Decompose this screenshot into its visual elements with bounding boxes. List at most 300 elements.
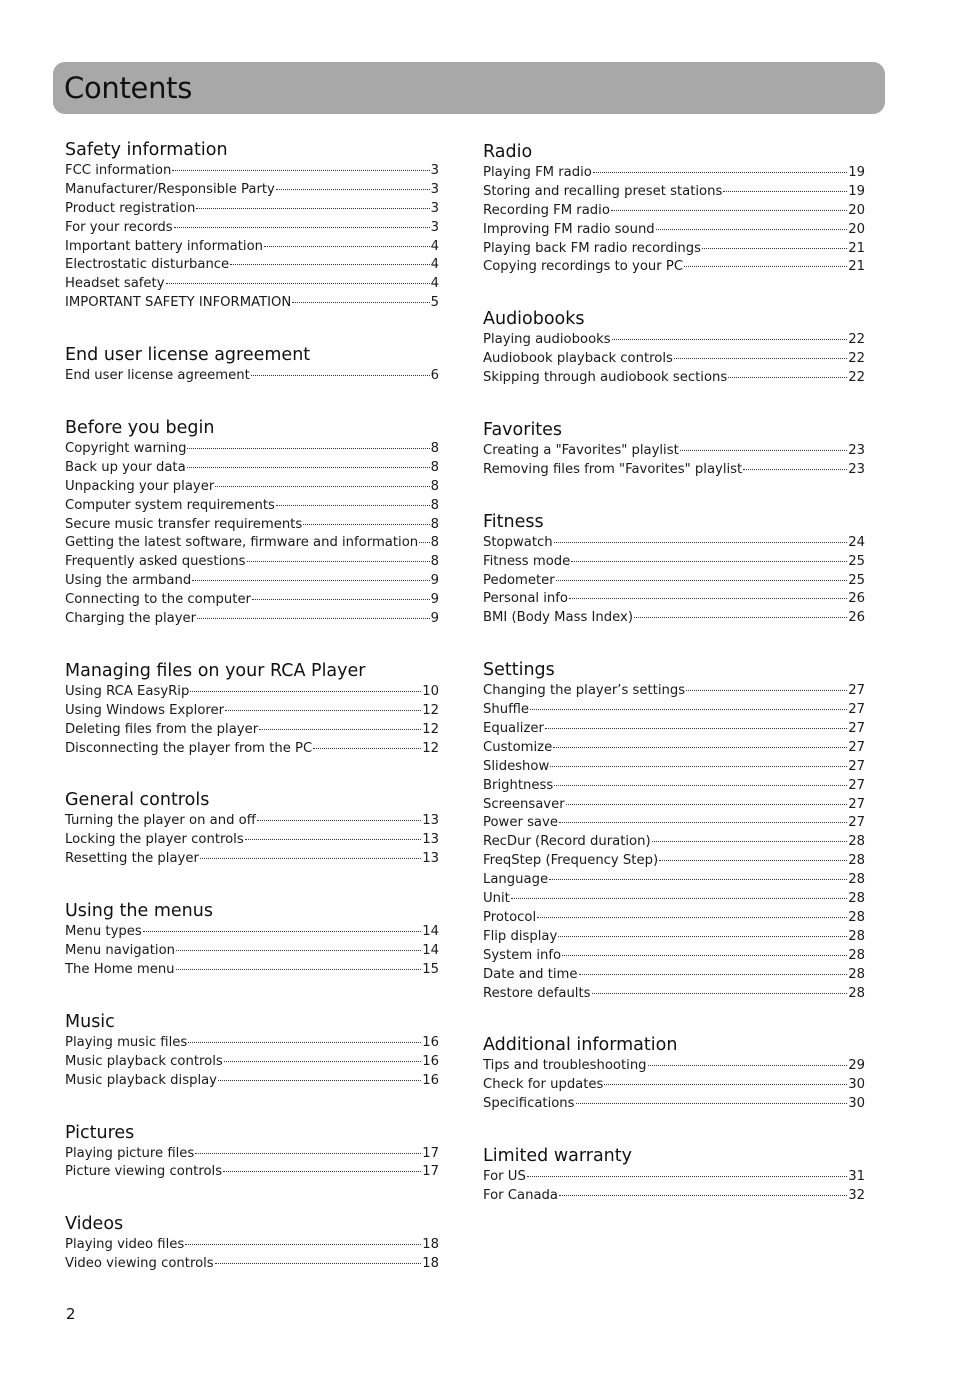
toc-entry-label: Picture viewing controls xyxy=(65,1164,223,1180)
toc-entry-label: FCC information xyxy=(65,163,172,178)
dot-leader xyxy=(247,561,430,562)
toc-entry[interactable] xyxy=(65,831,439,850)
toc-entry-label: Flip display xyxy=(483,928,558,944)
toc-entry-page: 6 xyxy=(430,368,439,384)
toc-entry-page: 9 xyxy=(430,592,439,608)
toc-entry[interactable] xyxy=(65,534,439,553)
dot-leader xyxy=(292,302,429,303)
dot-leader xyxy=(680,450,847,451)
toc-entry-page: 8 xyxy=(430,516,439,532)
toc-entry-page: 16 xyxy=(422,1072,439,1088)
toc-entry-page: 28 xyxy=(848,872,865,888)
toc-entry-label: FreqStep (Frequency Step) xyxy=(483,853,659,869)
dot-leader xyxy=(245,839,421,840)
toc-entry[interactable] xyxy=(483,553,865,572)
section-title: Fitness xyxy=(483,511,544,532)
toc-entry-label: Skipping through audiobook sections xyxy=(483,370,728,386)
toc-entry-page: 4 xyxy=(430,257,439,273)
section-title: Settings xyxy=(483,660,555,681)
toc-entry[interactable] xyxy=(65,497,439,516)
contents-banner xyxy=(53,62,885,114)
dot-leader xyxy=(611,210,847,211)
toc-entry-page: 23 xyxy=(848,461,865,477)
toc-entry-page: 3 xyxy=(430,163,439,178)
dot-leader xyxy=(225,710,421,711)
toc-entry[interactable] xyxy=(483,1168,865,1187)
toc-entry-page: 27 xyxy=(848,815,865,831)
toc-entry-page: 15 xyxy=(422,961,439,977)
toc-entry[interactable] xyxy=(483,221,865,240)
toc-entry[interactable] xyxy=(65,610,439,629)
toc-section xyxy=(65,416,439,629)
section-title: Using the menus xyxy=(65,901,213,922)
toc-entry[interactable] xyxy=(483,985,865,1004)
toc-entry-page: 13 xyxy=(422,832,439,848)
toc-entry-page: 8 xyxy=(430,535,439,551)
toc-entry-page: 4 xyxy=(430,238,439,254)
toc-entry-label: Using RCA EasyRip xyxy=(65,683,190,699)
dot-leader xyxy=(223,1171,421,1172)
toc-entry[interactable] xyxy=(65,200,439,219)
dot-leader xyxy=(545,728,847,729)
toc-entry-label: Menu types xyxy=(65,924,142,940)
dot-leader xyxy=(684,266,847,267)
dot-leader xyxy=(257,820,421,821)
toc-entry[interactable] xyxy=(483,796,865,815)
toc-entry-label: Storing and recalling preset stations xyxy=(483,183,723,199)
section-title: Limited warranty xyxy=(483,1146,632,1167)
dot-leader xyxy=(659,860,847,861)
dot-leader xyxy=(215,1263,422,1264)
toc-entry-page: 28 xyxy=(848,985,865,1001)
toc-entry-page: 13 xyxy=(422,813,439,829)
dot-leader xyxy=(174,227,430,228)
toc-entry[interactable] xyxy=(65,219,439,238)
toc-entry-page: 9 xyxy=(430,611,439,627)
section-title: General controls xyxy=(65,790,210,811)
toc-entry[interactable] xyxy=(65,942,439,961)
toc-entry[interactable] xyxy=(483,240,865,259)
toc-entry-label: Important battery information xyxy=(65,238,264,254)
toc-entry[interactable] xyxy=(483,701,865,720)
toc-entry-label: Electrostatic disturbance xyxy=(65,257,230,273)
dot-leader xyxy=(556,580,848,581)
dot-leader xyxy=(251,375,430,376)
dot-leader xyxy=(195,1153,421,1154)
section-title: Pictures xyxy=(65,1122,135,1143)
toc-entry[interactable] xyxy=(483,966,865,985)
toc-entry[interactable] xyxy=(483,682,865,701)
toc-entry-label: Shuffle xyxy=(483,702,529,718)
section-title: Additional information xyxy=(483,1035,678,1056)
dot-leader xyxy=(276,505,430,506)
dot-leader xyxy=(558,936,847,937)
toc-entry-page: 23 xyxy=(848,443,865,459)
dot-leader xyxy=(728,377,847,378)
toc-entry-page: 17 xyxy=(422,1164,439,1180)
toc-entry-label: Date and time xyxy=(483,966,578,982)
toc-entry-page: 14 xyxy=(422,943,439,959)
toc-column-right xyxy=(483,140,865,1236)
toc-entry[interactable] xyxy=(483,720,865,739)
dot-leader xyxy=(176,950,421,951)
toc-entry-page: 20 xyxy=(848,221,865,237)
toc-section xyxy=(483,140,865,277)
toc-entry[interactable] xyxy=(65,961,439,980)
page-title: Contents xyxy=(64,71,193,105)
toc-entry[interactable] xyxy=(483,928,865,947)
toc-entry[interactable] xyxy=(65,238,439,257)
toc-entry-page: 8 xyxy=(430,497,439,513)
dot-leader xyxy=(264,246,430,247)
dot-leader xyxy=(562,955,847,956)
toc-entry-label: Specifications xyxy=(483,1096,575,1112)
toc-entry[interactable] xyxy=(65,1053,439,1072)
toc-entry[interactable] xyxy=(65,1163,439,1182)
section-title: Before you begin xyxy=(65,418,215,439)
dot-leader xyxy=(143,931,421,932)
toc-entry[interactable] xyxy=(483,590,865,609)
toc-section xyxy=(65,659,439,759)
toc-entry-label: Playing FM radio xyxy=(483,165,592,180)
dot-leader xyxy=(166,283,430,284)
toc-entry-label: Connecting to the computer xyxy=(65,592,251,608)
toc-entry[interactable] xyxy=(65,440,439,459)
toc-entry-label: Slideshow xyxy=(483,758,550,774)
toc-entry[interactable] xyxy=(483,164,865,183)
toc-entry-page: 28 xyxy=(848,834,865,850)
toc-entry[interactable] xyxy=(483,534,865,553)
toc-entry-label: Manufacturer/Responsible Party xyxy=(65,181,275,197)
dot-leader xyxy=(612,339,848,340)
dot-leader xyxy=(200,858,421,859)
page-number: 2 xyxy=(66,1305,76,1323)
toc-entry[interactable] xyxy=(65,850,439,869)
dot-leader xyxy=(559,822,847,823)
toc-entry[interactable] xyxy=(65,181,439,200)
dot-leader xyxy=(723,191,847,192)
dot-leader xyxy=(549,879,847,880)
dot-leader xyxy=(652,841,848,842)
toc-entry-label: For your records xyxy=(65,219,173,235)
dot-leader xyxy=(593,172,847,173)
toc-entry-page: 10 xyxy=(422,683,439,699)
toc-entry-label: The Home menu xyxy=(65,961,175,977)
toc-entry[interactable] xyxy=(65,1034,439,1053)
dot-leader xyxy=(702,248,847,249)
toc-entry-label: Copying recordings to your PC xyxy=(483,259,684,275)
toc-entry-label: Language xyxy=(483,872,549,888)
toc-entry-label: End user license agreement xyxy=(65,368,250,384)
toc-entry-label: Customize xyxy=(483,739,553,755)
toc-entry-label: Using Windows Explorer xyxy=(65,702,225,718)
dot-leader xyxy=(230,264,429,265)
toc-entry-label: Pedometer xyxy=(483,572,555,588)
toc-entry[interactable] xyxy=(483,852,865,871)
toc-entry-page: 22 xyxy=(848,370,865,386)
toc-entry[interactable] xyxy=(65,256,439,275)
toc-entry-page: 19 xyxy=(848,165,865,180)
toc-entry[interactable] xyxy=(65,478,439,497)
toc-entry-page: 8 xyxy=(430,459,439,475)
toc-entry-label: Getting the latest software, firmware and information xyxy=(65,535,419,551)
toc-entry[interactable] xyxy=(483,1057,865,1076)
section-title: End user license agreement xyxy=(65,345,311,366)
toc-section xyxy=(483,418,865,480)
toc-entry-label: Unit xyxy=(483,891,510,907)
toc-entry-page: 27 xyxy=(848,683,865,699)
toc-entry-label: Using the armband xyxy=(65,573,192,589)
toc-entry-page: 30 xyxy=(848,1096,865,1112)
toc-entry-label: Product registration xyxy=(65,200,196,216)
dot-leader xyxy=(554,542,848,543)
toc-section xyxy=(483,1033,865,1114)
dot-leader xyxy=(743,469,847,470)
toc-entry-page: 3 xyxy=(430,219,439,235)
dot-leader xyxy=(511,898,847,899)
dot-leader xyxy=(276,189,430,190)
toc-entry-page: 30 xyxy=(848,1077,865,1093)
toc-entry[interactable] xyxy=(65,812,439,831)
toc-entry-page: 21 xyxy=(848,240,865,256)
toc-entry[interactable] xyxy=(483,1095,865,1114)
toc-entry[interactable] xyxy=(65,1145,439,1164)
toc-entry-page: 26 xyxy=(848,591,865,607)
toc-entry[interactable] xyxy=(483,814,865,833)
dot-leader xyxy=(224,1061,421,1062)
toc-entry-page: 24 xyxy=(848,534,865,550)
toc-entry[interactable] xyxy=(65,162,439,181)
toc-entry[interactable] xyxy=(483,739,865,758)
toc-entry[interactable] xyxy=(483,331,865,350)
toc-entry-label: Brightness xyxy=(483,777,554,793)
toc-entry-label: Audiobook playback controls xyxy=(483,351,673,367)
dot-leader xyxy=(192,580,429,581)
toc-entry-label: Restore defaults xyxy=(483,985,591,1001)
toc-entry-label: Deleting files from the player xyxy=(65,721,259,737)
toc-entry-page: 27 xyxy=(848,777,865,793)
toc-entry-page: 29 xyxy=(848,1058,865,1074)
toc-entry[interactable] xyxy=(483,183,865,202)
toc-entry-page: 28 xyxy=(848,966,865,982)
toc-entry[interactable] xyxy=(65,1236,439,1255)
dot-leader xyxy=(686,690,847,691)
toc-entry[interactable] xyxy=(65,721,439,740)
toc-section xyxy=(65,1121,439,1183)
toc-entry-label: System info xyxy=(483,947,562,963)
dot-leader xyxy=(566,804,848,805)
toc-entry-page: 27 xyxy=(848,721,865,737)
toc-entry-page: 27 xyxy=(848,739,865,755)
toc-entry[interactable] xyxy=(483,890,865,909)
toc-entry[interactable] xyxy=(483,369,865,388)
dot-leader xyxy=(196,208,429,209)
toc-section xyxy=(65,788,439,869)
toc-entry-label: Copyright warning xyxy=(65,441,187,457)
toc-entry-page: 8 xyxy=(430,554,439,570)
toc-entry-label: IMPORTANT SAFETY INFORMATION xyxy=(65,295,292,311)
dot-leader xyxy=(176,969,422,970)
toc-entry-label: Locking the player controls xyxy=(65,832,244,848)
toc-entry-label: Playing back FM radio recordings xyxy=(483,240,701,256)
dot-leader xyxy=(187,448,429,449)
dot-leader xyxy=(576,1103,848,1104)
dot-leader xyxy=(656,229,848,230)
toc-entry-label: For US xyxy=(483,1169,526,1185)
toc-entry-page: 14 xyxy=(422,924,439,940)
toc-entry-label: Headset safety xyxy=(65,276,165,292)
toc-entry-page: 18 xyxy=(422,1256,439,1272)
toc-entry[interactable] xyxy=(483,777,865,796)
toc-entry[interactable] xyxy=(65,683,439,702)
toc-entry-page: 8 xyxy=(430,478,439,494)
toc-entry[interactable] xyxy=(483,1187,865,1206)
toc-entry[interactable] xyxy=(483,1076,865,1095)
dot-leader xyxy=(303,524,429,525)
toc-entry[interactable] xyxy=(65,702,439,721)
toc-entry[interactable] xyxy=(483,461,865,480)
toc-entry[interactable] xyxy=(65,459,439,478)
dot-leader xyxy=(571,561,847,562)
toc-section xyxy=(65,1010,439,1091)
toc-entry-label: Playing audiobooks xyxy=(483,332,611,348)
toc-entry-page: 28 xyxy=(848,947,865,963)
toc-section xyxy=(483,1144,865,1206)
toc-section xyxy=(65,138,439,313)
toc-section xyxy=(483,510,865,628)
toc-entry-page: 17 xyxy=(422,1145,439,1161)
section-title: Safety information xyxy=(65,140,228,160)
toc-entry-page: 31 xyxy=(848,1169,865,1185)
dot-leader xyxy=(554,785,847,786)
dot-leader xyxy=(592,993,848,994)
section-title: Radio xyxy=(483,142,533,162)
toc-entry-label: Screensaver xyxy=(483,796,565,812)
toc-entry[interactable] xyxy=(65,572,439,591)
toc-entry[interactable] xyxy=(483,833,865,852)
toc-entry-page: 13 xyxy=(422,851,439,867)
toc-entry-label: Creating a "Favorites" playlist xyxy=(483,443,679,459)
dot-leader xyxy=(187,467,430,468)
toc-entry[interactable] xyxy=(65,516,439,535)
toc-entry-page: 21 xyxy=(848,259,865,275)
toc-section xyxy=(483,307,865,388)
dot-leader xyxy=(190,691,421,692)
toc-entry-label: Resetting the player xyxy=(65,851,199,867)
toc-entry[interactable] xyxy=(483,909,865,928)
toc-entry-page: 5 xyxy=(430,295,439,311)
toc-entry-label: Menu navigation xyxy=(65,943,176,959)
toc-section xyxy=(483,658,865,1003)
toc-entry-label: Computer system requirements xyxy=(65,497,275,513)
dot-leader xyxy=(530,709,847,710)
toc-entry[interactable] xyxy=(65,367,439,386)
toc-entry[interactable] xyxy=(65,275,439,294)
toc-entry-label: Disconnecting the player from the PC xyxy=(65,740,313,756)
toc-entry-label: Stopwatch xyxy=(483,534,553,550)
toc-entry-page: 12 xyxy=(422,721,439,737)
toc-entry[interactable] xyxy=(65,1255,439,1274)
toc-entry-label: Music playback display xyxy=(65,1072,217,1088)
toc-entry-label: Protocol xyxy=(483,909,537,925)
dot-leader xyxy=(559,1195,847,1196)
toc-entry[interactable] xyxy=(65,923,439,942)
toc-entry-page: 25 xyxy=(848,572,865,588)
toc-entry-page: 27 xyxy=(848,796,865,812)
toc-entry-label: Recording FM radio xyxy=(483,202,610,218)
dot-leader xyxy=(185,1244,421,1245)
toc-entry-page: 3 xyxy=(430,181,439,197)
toc-entry[interactable] xyxy=(65,553,439,572)
dot-leader xyxy=(419,542,429,543)
toc-entry-page: 26 xyxy=(848,610,865,626)
dot-leader xyxy=(527,1176,847,1177)
dot-leader xyxy=(313,748,421,749)
toc-entry-label: Unpacking your player xyxy=(65,478,215,494)
toc-section xyxy=(65,1212,439,1274)
toc-entry-label: BMI (Body Mass Index) xyxy=(483,610,633,626)
toc-entry-label: Check for updates xyxy=(483,1077,604,1093)
toc-column-left xyxy=(65,138,439,1304)
toc-entry-label: Tips and troubleshooting xyxy=(483,1058,647,1074)
toc-entry[interactable] xyxy=(483,258,865,277)
toc-entry-page: 27 xyxy=(848,702,865,718)
toc-entry-label: Power save xyxy=(483,815,558,831)
dot-leader xyxy=(537,917,847,918)
toc-entry[interactable] xyxy=(483,758,865,777)
section-title: Managing files on your RCA Player xyxy=(65,660,366,681)
toc-entry[interactable] xyxy=(483,871,865,890)
dot-leader xyxy=(197,618,430,619)
toc-entry[interactable] xyxy=(483,609,865,628)
dot-leader xyxy=(674,358,847,359)
dot-leader xyxy=(553,747,847,748)
toc-entry-label: Changing the player’s settings xyxy=(483,683,686,699)
toc-entry-page: 28 xyxy=(848,909,865,925)
toc-entry-label: Fitness mode xyxy=(483,553,571,569)
toc-entry-label: Equalizer xyxy=(483,721,544,737)
toc-section xyxy=(65,343,439,386)
toc-entry-page: 18 xyxy=(422,1237,439,1253)
dot-leader xyxy=(172,170,429,171)
toc-entry[interactable] xyxy=(483,442,865,461)
toc-entry-label: RecDur (Record duration) xyxy=(483,834,651,850)
toc-entry[interactable] xyxy=(65,294,439,313)
toc-entry-page: 16 xyxy=(422,1034,439,1050)
toc-entry[interactable] xyxy=(483,202,865,221)
toc-entry[interactable] xyxy=(483,572,865,591)
dot-leader xyxy=(604,1084,847,1085)
toc-entry-label: Removing files from "Favorites" playlist xyxy=(483,461,743,477)
dot-leader xyxy=(252,599,430,600)
dot-leader xyxy=(550,766,847,767)
toc-entry-page: 28 xyxy=(848,891,865,907)
toc-entry-label: Secure music transfer requirements xyxy=(65,516,303,532)
toc-entry-page: 22 xyxy=(848,332,865,348)
toc-entry[interactable] xyxy=(483,947,865,966)
toc-entry-label: Video viewing controls xyxy=(65,1256,214,1272)
toc-entry-page: 19 xyxy=(848,183,865,199)
toc-entry[interactable] xyxy=(65,1072,439,1091)
toc-entry[interactable] xyxy=(483,350,865,369)
dot-leader xyxy=(188,1042,421,1043)
toc-entry-page: 28 xyxy=(848,853,865,869)
toc-entry-label: Playing music files xyxy=(65,1034,188,1050)
toc-entry[interactable] xyxy=(65,740,439,759)
toc-entry[interactable] xyxy=(65,591,439,610)
toc-entry-page: 12 xyxy=(422,740,439,756)
toc-entry-page: 9 xyxy=(430,573,439,589)
